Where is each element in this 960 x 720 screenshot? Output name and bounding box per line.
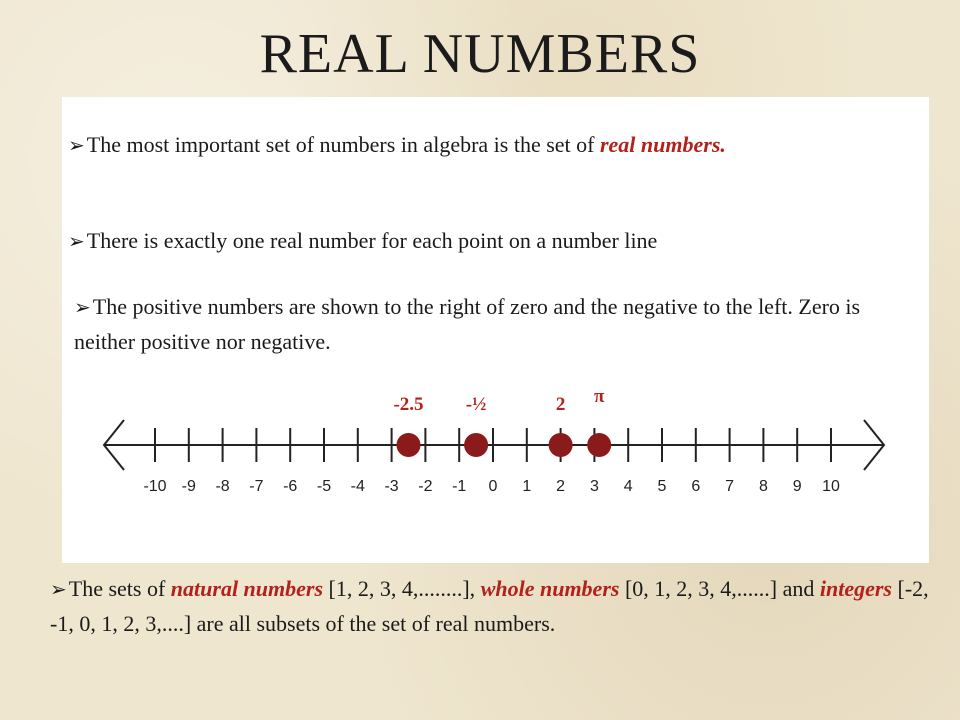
- tick-label: -9: [181, 478, 196, 495]
- point-dot: [464, 433, 488, 457]
- bullet-text: The most important set of numbers in algebra is the set of: [86, 132, 600, 157]
- point-label: -2.5: [393, 394, 424, 415]
- arrow-bullet-icon: ➢: [68, 231, 85, 253]
- point-dot: [397, 433, 421, 457]
- arrow-bullet-icon: ➢: [50, 579, 67, 601]
- arrow-bullet-icon: ➢: [74, 297, 91, 319]
- tick-label: 6: [691, 478, 701, 495]
- tick-label: 9: [792, 478, 802, 495]
- point-label: 2: [555, 394, 566, 415]
- tick-label: -3: [384, 478, 399, 495]
- bullet-text: [-2, -1, 0, 1, 2, 3,....] are all subsets of the set of real numbers.: [50, 576, 929, 636]
- bullet-text: The sets of: [68, 576, 171, 601]
- bullet-text: [0, 1, 2, 3, 4,......] and: [619, 576, 820, 601]
- real-numbers-term: real numbers.: [599, 132, 726, 157]
- tick-label: -6: [283, 478, 298, 495]
- integers-term: integers: [819, 576, 892, 601]
- bullet-subsets: [50, 572, 930, 641]
- tick-label: -7: [249, 478, 264, 495]
- point-label: -½: [465, 394, 487, 415]
- tick-label: -5: [316, 478, 332, 495]
- tick-label: 2: [556, 478, 566, 495]
- tick-label: 5: [657, 478, 667, 495]
- point-dot: [587, 433, 611, 457]
- slide-title: REAL NUMBERS: [259, 23, 701, 85]
- point-dot: [549, 433, 573, 457]
- tick-label: -8: [215, 478, 230, 495]
- bullet-text: [1, 2, 3, 4,........],: [323, 576, 481, 601]
- tick-label: 4: [623, 478, 633, 495]
- bullet-text: The positive numbers are shown to the right of zero and the negative to the left. Zero is neither positive nor negative.: [74, 294, 861, 354]
- tick-label: 8: [758, 478, 768, 495]
- tick-label: -2: [418, 478, 433, 495]
- tick-label: -4: [350, 478, 365, 495]
- point-label: π: [593, 386, 605, 407]
- tick-label: -1: [452, 478, 467, 495]
- tick-label: 7: [725, 478, 735, 495]
- tick-label: 3: [589, 478, 599, 495]
- natural-numbers-term: natural numbers: [170, 576, 324, 601]
- tick-label: 1: [522, 478, 532, 495]
- tick-label: -10: [143, 478, 167, 495]
- tick-label: 10: [822, 478, 840, 495]
- arrow-bullet-icon: ➢: [68, 135, 85, 157]
- whole-numbers-term: whole numbers: [480, 576, 620, 601]
- tick-label: 0: [488, 478, 498, 495]
- bullet-text: There is exactly one real number for each point on a number line: [86, 228, 658, 253]
